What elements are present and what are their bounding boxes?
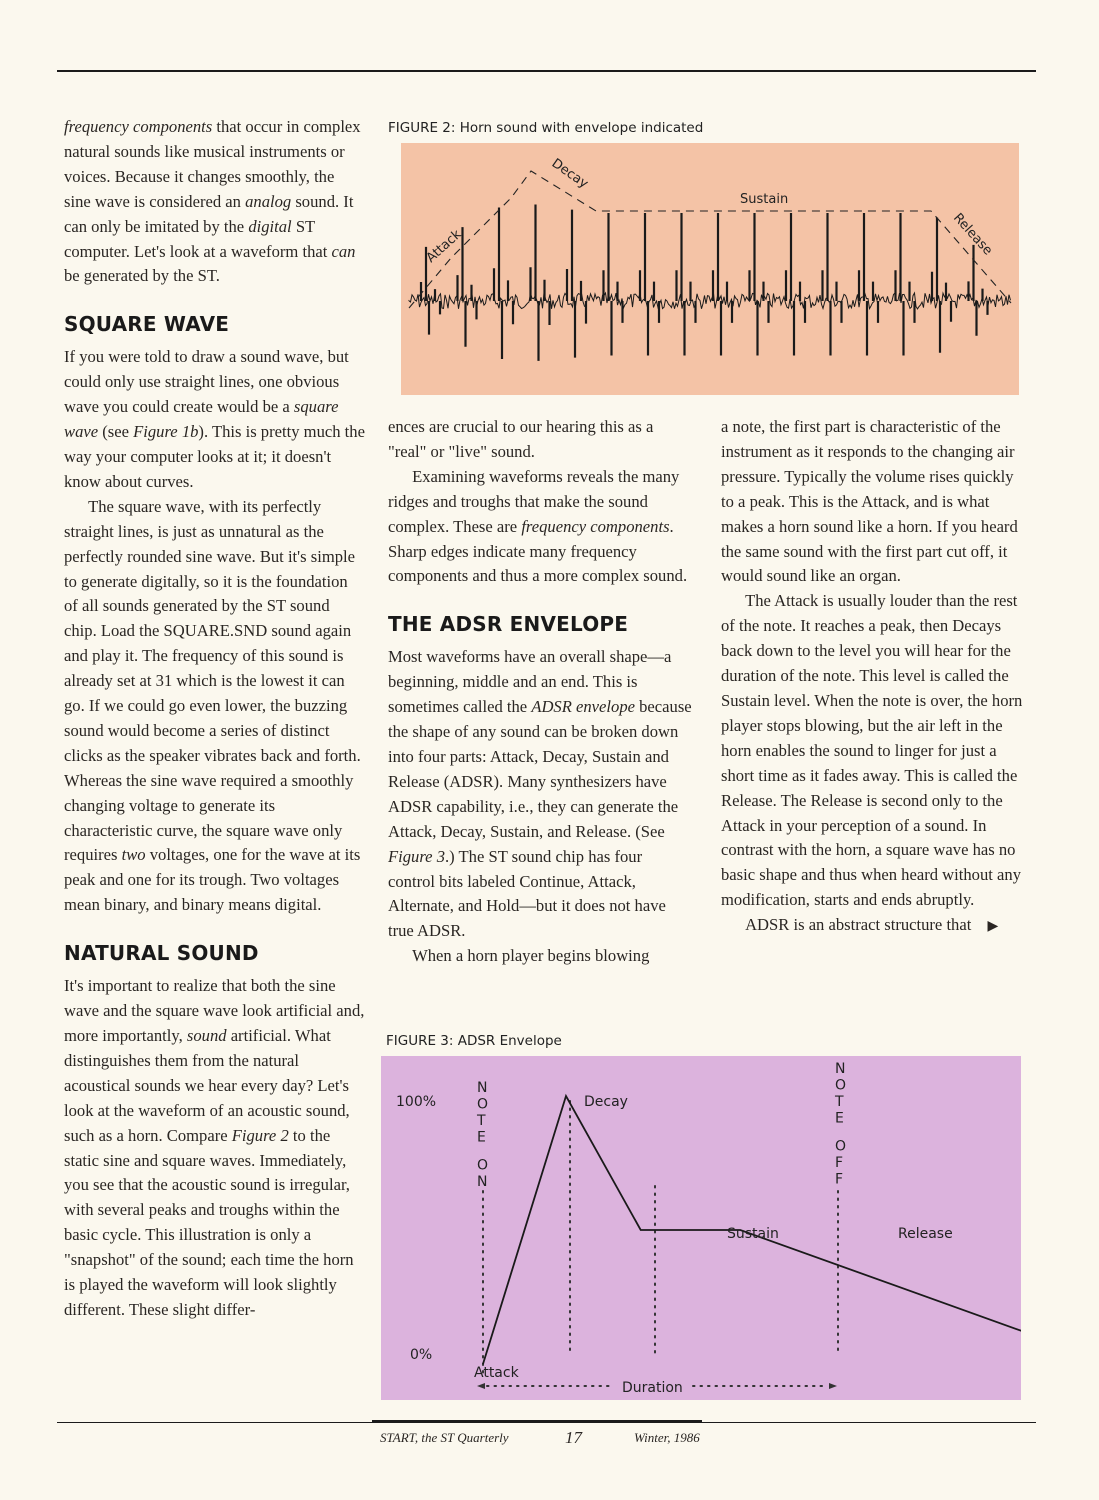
figure-3-caption: FIGURE 3: ADSR Envelope [386, 1033, 562, 1049]
sustain-label: Sustain [727, 1226, 779, 1242]
paragraph: ADSR is an abstract structure that ▶ [745, 915, 999, 935]
paragraph: frequency components that occur in complex natural sounds like musical instruments or voices. Because it changes smoothly, the sine wave is considered an analog sound. It can only be imitated by the digital ST computer. Let's look at a waveform that can be generated by the ST. [64, 117, 361, 286]
figure-2-caption: FIGURE 2: Horn sound with envelope indicated [388, 120, 704, 136]
label-release: Release [950, 210, 996, 259]
heading-square-wave: SQUARE WAVE [64, 312, 230, 337]
attack-label: Attack [474, 1365, 519, 1381]
paragraph: If you were told to draw a sound wave, but could only use straight lines, one obvious wave you could create would be a square wave (see Figure 1b). This is pretty much the way your computer looks at it; it doesn't know about curves. [64, 347, 365, 491]
decay-label: Decay [584, 1094, 628, 1110]
heading-adsr-envelope: THE ADSR ENVELOPE [388, 612, 629, 637]
figure-3-adsr-envelope [381, 1056, 1021, 1400]
note-off-label: N O T E O F F [835, 1061, 847, 1188]
label-decay: Decay [548, 155, 591, 192]
paragraph: The square wave, with its perfectly straight lines, is just as unnatural as the perfectly rounded sine wave. But it's simple to generate digitally, so it is the foundation of all sounds generated by the ST sound chip. Load the SQUARE.SND sound again and play it. The frequency of this sound is already set at 31 which is the lowest it can go. If we could go even lower, the buzzing sound would become a series of distinct clicks as the speaker vibrates back and forth. Whereas the sine wave required a smoothly changing voltage to generate its characteristic curve, the square wave only requires two voltages, one for the wave at its peak and one for its trough. Two voltages mean binary, and binary means digital. [64, 496, 361, 915]
note-on-label: N O T E O N [477, 1080, 489, 1191]
continue-arrow-icon: ▶ [987, 918, 999, 935]
footer-issue: Winter, 1986 [634, 1430, 700, 1445]
column-2 [388, 415, 693, 969]
figure-2-horn-waveform [401, 143, 1019, 395]
footer-page-number: 17 [565, 1428, 582, 1447]
y-label-100: 100% [396, 1094, 437, 1110]
heading-natural-sound: NATURAL SOUND [64, 941, 259, 966]
footer-magazine: START, the ST Quarterly [380, 1430, 509, 1445]
paragraph: a note, the first part is characteristic of the instrument as it responds to the changing air pressure. Typically the volume rises quickly to a peak. This is the Attack, and is what makes a horn sound like a horn. If you heard the same sound with the first part cut off, it would sound like an organ. [721, 417, 1018, 586]
duration-label: Duration [622, 1380, 683, 1396]
paragraph: ences are crucial to our hearing this as a "real" or "live" sound. [388, 417, 654, 461]
y-label-0: 0% [410, 1347, 433, 1363]
bottom-rule-thick [372, 1420, 702, 1423]
paragraph: When a horn player begins blowing [412, 946, 650, 966]
paragraph: Most waveforms have an overall shape—a beginning, middle and an end. This is sometimes called the ADSR envelope because the shape of any sound can be broken down into four parts: Attack, Decay, Sustain and Release (ADSR). Many synthesizers have ADSR capability, i.e., they can generate the Attack, Decay, Sustain, and Release. (See Figure 3.) The ST sound chip has four control bits labeled Continue, Attack, Alternate, and Hold—but it does not have true ADSR. [388, 647, 692, 941]
label-sustain: Sustain [740, 192, 789, 207]
release-label: Release [898, 1226, 953, 1242]
paragraph: It's important to realize that both the sine wave and the square wave look artificial and, more importantly, sound artificial. What distinguishes them from the natural acoustical sounds we hear every day? Let's look at the waveform of an acoustic sound, such as a horn. Compare Figure 2 to the static sine and square waves. Immediately, you see that the acoustic sound is irregular, with several peaks and troughs within the basic cycle. This illustration is only a "snapshot" of the sound; each time the horn is played the waveform will look slightly different. These slight differ- [64, 976, 365, 1319]
label-attack: Attack [423, 227, 465, 266]
column-1 [64, 115, 365, 1323]
paragraph: The Attack is usually louder than the rest of the note. It reaches a peak, then Decays back down to the level you will hear for the duration of the note. This level is called the Sustain level. When the note is over, the horn player stops blowing, but the air left in the horn enables the sound to linger for just a short time as it fades away. This is called the Release. The Release is second only to the Attack in your perception of a sound. In contrast with the horn, a square wave has no basic shape and thus when heard without any modification, starts and ends abruptly. [721, 591, 1023, 910]
top-rule [57, 70, 1036, 72]
column-3 [721, 415, 1026, 939]
paragraph: Examining waveforms reveals the many ridges and troughs that make the sound complex. These are frequency components. Sharp edges indicate many frequency components and thus a more complex sound. [388, 466, 688, 586]
